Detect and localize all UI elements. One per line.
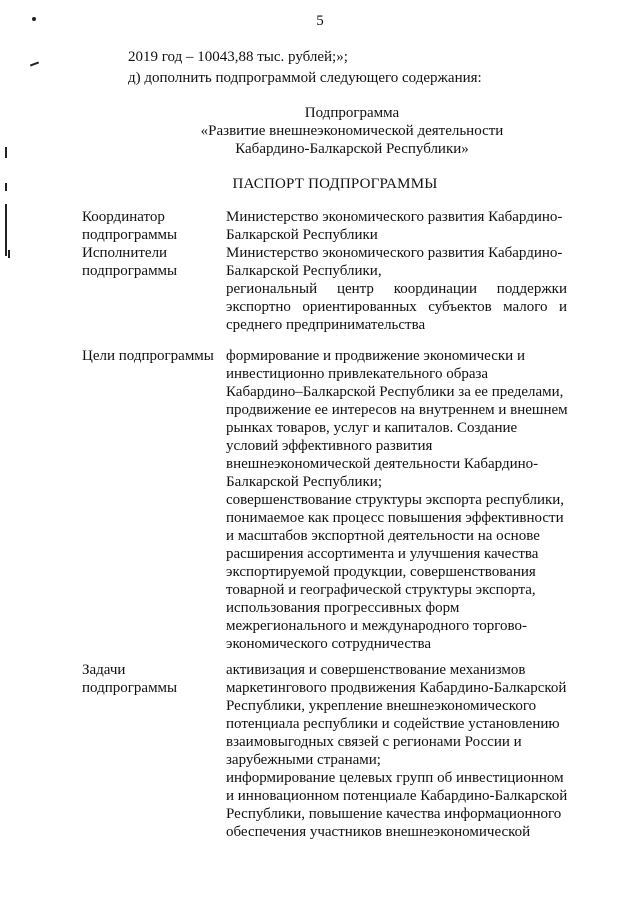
value-line: активизация и совершенствование механизмов	[226, 662, 526, 678]
passport-value	[226, 244, 567, 334]
value-line: региональный центр координации поддержки	[226, 281, 567, 297]
scan-speck	[8, 250, 10, 258]
intro-line: 2019 год – 10043,88 тыс. рублей;»;	[128, 49, 348, 65]
value-line: инвестиционно привлекательного образа	[226, 366, 489, 382]
value-line: совершенствование структуры экспорта республики,	[226, 492, 565, 508]
intro-line: д) дополнить подпрограммой следующего содержания:	[128, 70, 482, 86]
subprogram-heading-line: Подпрограмма	[304, 105, 400, 121]
scan-speck	[32, 17, 36, 21]
passport-label	[82, 208, 222, 244]
value-line: зарубежными странами;	[226, 752, 381, 768]
passport-title: ПАСПОРТ ПОДПРОГРАММЫ	[232, 176, 438, 192]
intro-text	[128, 47, 482, 89]
label-line: Исполнители	[82, 245, 168, 261]
label-line: подпрограммы	[82, 263, 178, 279]
value-line: экспортируемой продукции, совершенствования	[226, 564, 536, 580]
passport-label	[82, 244, 222, 280]
value-line: Министерство экономического развития Кабардино-	[226, 209, 563, 225]
passport-value	[226, 208, 567, 244]
label-line: Координатор	[82, 209, 165, 225]
value-line: Балкарской Республики;	[226, 474, 382, 490]
value-line: Республики, повышение качества информационного	[226, 806, 562, 822]
value-line: экспортно ориентированных субъектов малого и	[226, 299, 567, 315]
value-line: и инновационном потенциале Кабардино-Балкарской	[226, 788, 568, 804]
subprogram-heading	[0, 104, 640, 158]
value-line: среднего предпринимательства	[226, 317, 426, 333]
value-line: и масштабов экспортной деятельности на основе	[226, 528, 540, 544]
value-line: понимаемое как процесс повышения эффективности	[226, 510, 564, 526]
scan-speck	[5, 147, 7, 158]
value-line: расширения ассортимента и улучшения качества	[226, 546, 539, 562]
value-line: товарной и географической структуры экспорта,	[226, 582, 536, 598]
passport-value	[226, 347, 567, 653]
label-line: подпрограммы	[82, 680, 178, 696]
value-line: условий эффективного развития	[226, 438, 433, 454]
value-line: Балкарской Республики,	[226, 263, 382, 279]
passport-label	[82, 347, 222, 365]
value-line: потенциала республики и содействие установлению	[226, 716, 560, 732]
value-line: взаимовыгодных связей с регионами России и	[226, 734, 522, 750]
page-number: 5	[316, 13, 324, 29]
value-line: Кабардино–Балкарской Республики за ее пределами,	[226, 384, 564, 400]
subprogram-heading-line: «Развитие внешнеэкономической деятельности	[200, 123, 504, 139]
value-line: межрегионального и международного торгово-	[226, 618, 528, 634]
value-line: информирование целевых групп об инвестиционном	[226, 770, 564, 786]
value-line: внешнеэкономической деятельности Кабардино-	[226, 456, 539, 472]
value-line: Министерство экономического развития Кабардино-	[226, 245, 563, 261]
value-line: Республики, укрепление внешнеэкономического	[226, 698, 537, 714]
value-line: продвижение ее интересов на внутреннем и внешнем	[226, 402, 568, 418]
scan-speck	[30, 62, 39, 67]
value-line: Балкарской Республики	[226, 227, 378, 243]
label-line: Задачи	[82, 662, 126, 678]
passport-label	[82, 661, 222, 697]
label-line: подпрограммы	[82, 227, 178, 243]
value-line: обеспечения участников внешнеэкономической	[226, 824, 531, 840]
passport-value	[226, 661, 567, 841]
scan-speck	[5, 183, 7, 191]
value-line: формирование и продвижение экономически и	[226, 348, 525, 364]
subprogram-heading-line: Кабардино-Балкарской Республики»	[235, 141, 469, 157]
value-line: рынках товаров, услуг и капиталов. Создание	[226, 420, 518, 436]
value-line: использования прогрессивных форм	[226, 600, 460, 616]
label-line: Цели подпрограммы	[82, 348, 214, 364]
value-line: экономического сотрудничества	[226, 636, 432, 652]
value-line: маркетингового продвижения Кабардино-Балкарской	[226, 680, 567, 696]
scan-speck	[5, 204, 7, 256]
